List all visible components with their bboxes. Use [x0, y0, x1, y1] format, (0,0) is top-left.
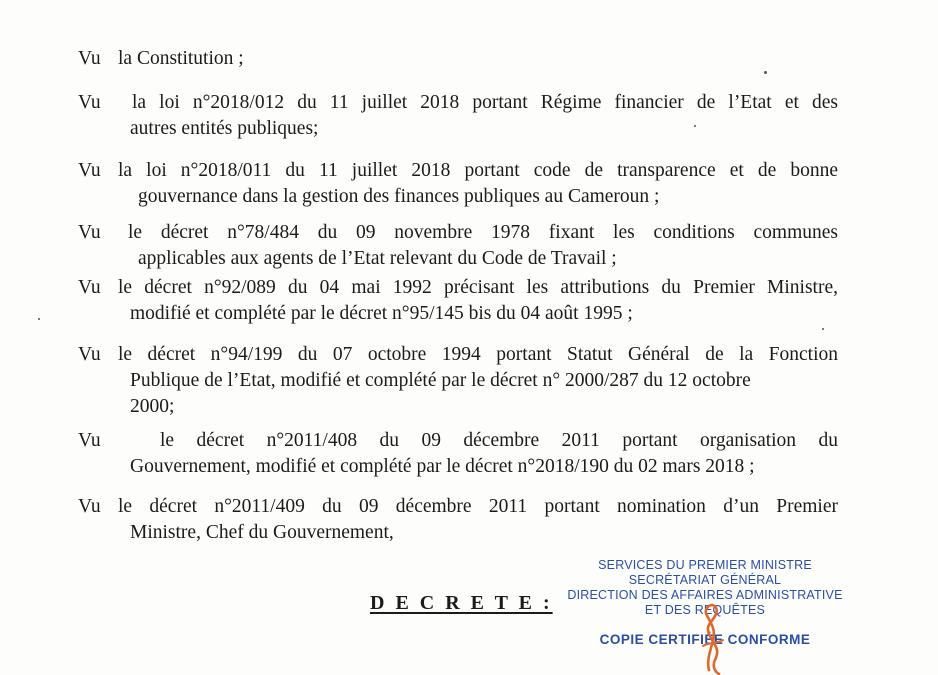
- entry-text-continued: gouvernance dans la gestion des finances publiques au Cameroun ;: [138, 186, 660, 207]
- stamp-certified-copy: COPIE CERTIFIÉE CONFORME: [599, 632, 811, 647]
- cut-off-text: [383, 668, 473, 675]
- scan-speck: [38, 318, 40, 320]
- entry-text: la loi n°2018/011 du 11 juillet 2018 portant code de transparence et de bonne: [118, 160, 838, 181]
- vu-label: Vu: [78, 160, 101, 181]
- vu-entry-5: [78, 275, 838, 327]
- entry-text-continued: 2000;: [130, 396, 175, 417]
- vu-entry-7: [78, 428, 838, 480]
- scan-speck: [694, 125, 696, 127]
- signature-icon: [695, 600, 735, 675]
- scan-speck: [764, 71, 767, 74]
- vu-entry-3: [78, 158, 838, 210]
- vu-label: Vu: [78, 344, 101, 365]
- entry-text-continued: Publique de l’Etat, modifié et complété par le décret n° 2000/287 du 12 octobre: [130, 370, 751, 391]
- entry-text-continued: autres entités publiques;: [130, 118, 319, 139]
- vu-entry-8: [78, 494, 838, 546]
- stamp-line-requetes: ET DES REQUÊTES: [644, 603, 766, 617]
- entry-text: le décret n°92/089 du 04 mai 1992 précisant les attributions du Premier Ministre,: [118, 277, 838, 298]
- entry-text: la Constitution ;: [118, 48, 244, 69]
- vu-label: Vu: [78, 222, 101, 243]
- entry-text: le décret n°2011/409 du 09 décembre 2011 portant nomination d’un Premier: [118, 496, 838, 517]
- vu-label: Vu: [78, 92, 101, 113]
- entry-text: le décret n°2011/408 du 09 décembre 2011 portant organisation du: [160, 430, 838, 451]
- entry-text: le décret n°78/484 du 09 novembre 1978 fixant les conditions communes: [128, 222, 838, 243]
- vu-entry-4: [78, 220, 838, 272]
- entry-text-continued: Ministre, Chef du Gouvernement,: [130, 522, 394, 543]
- entry-text-continued: modifié et complété par le décret n°95/145 bis du 04 août 1995 ;: [130, 303, 633, 324]
- vu-entry-1: [78, 46, 838, 72]
- stamp-line-direction: DIRECTION DES AFFAIRES ADMINISTRATIVE: [567, 588, 843, 602]
- entry-text-continued: Gouvernement, modifié et complété par le décret n°2018/190 du 02 mars 2018 ;: [130, 456, 755, 477]
- vu-entry-6: [78, 342, 838, 420]
- vu-label: Vu: [78, 430, 101, 451]
- entry-text: le décret n°94/199 du 07 octobre 1994 portant Statut Général de la Fonction: [118, 344, 838, 365]
- entry-text-continued: applicables aux agents de l’Etat relevant du Code de Travail ;: [138, 248, 617, 269]
- stamp-line-services: SERVICES DU PREMIER MINISTRE: [598, 558, 812, 572]
- vu-entry-2: [78, 90, 838, 142]
- entry-text: la loi n°2018/012 du 11 juillet 2018 portant Régime financier de l’Etat et des: [132, 92, 838, 113]
- decree-heading: D E C R E T E :: [370, 592, 553, 614]
- stamp-line-secretariat: SECRÉTARIAT GÉNÉRAL: [628, 573, 782, 587]
- vu-label: Vu: [78, 496, 101, 517]
- vu-label: Vu: [78, 277, 101, 298]
- vu-label: Vu: [78, 48, 101, 69]
- scan-speck: [822, 328, 824, 330]
